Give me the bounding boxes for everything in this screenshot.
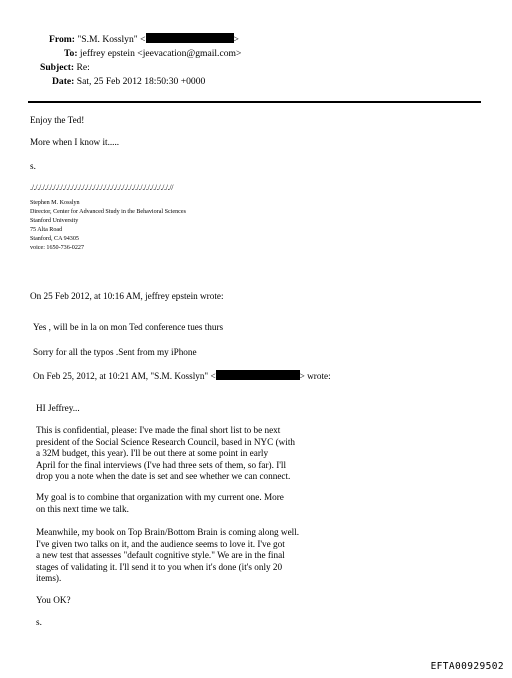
quote1-attribution-2-start: On Feb 25, 2012, at 10:21 AM, "S.M. Kosslyn" < — [33, 371, 216, 381]
to-value: jeffrey epstein <jeevacation@gmail.com> — [79, 48, 242, 59]
para1-line-3: a 32M budget, this year). I'll be out there at some point in early — [36, 448, 269, 458]
para3-line-5: items). — [36, 573, 62, 583]
subject-value: Re: — [76, 62, 90, 73]
date-label: Date: — [52, 76, 75, 87]
quote2-closing: You OK? — [36, 595, 71, 605]
sig-phone: voice: 1650-736-0227 — [30, 245, 84, 251]
quote2-sign: s. — [36, 617, 42, 627]
redaction-block — [146, 33, 234, 43]
redaction-block — [216, 370, 300, 380]
reply-line-3: s. — [30, 161, 36, 171]
quote1-attribution-2 — [33, 370, 331, 383]
para3-line-3: a new test that assesses "default cognitive style." We are in the final — [36, 550, 285, 560]
sig-street: 75 Alta Road — [30, 227, 63, 233]
para2-line-2: on this next time we talk. — [36, 503, 129, 514]
quote2-greeting: HI Jeffrey... — [36, 403, 80, 413]
subject-line — [40, 62, 90, 74]
quote1-attribution: On 25 Feb 2012, at 10:16 AM, jeffrey epstein wrote: — [30, 291, 224, 301]
subject-label: Subject: — [40, 62, 75, 73]
sig-org: Stanford University — [30, 218, 79, 224]
quote1-line-1: Yes , will be in la on mon Ted conference tues thurs — [33, 322, 224, 332]
sig-title: Director, Center for Advanced Study in the Behavioral Sciences — [30, 209, 186, 215]
quote1-line-2: Sorry for all the typos .Sent from my iPhone — [33, 347, 197, 357]
date-value: Sat, 25 Feb 2012 18:50:30 +0000 — [76, 76, 206, 87]
para1-line-1: This is confidential, please: I've made the final short list to be next — [36, 425, 281, 435]
from-close: > — [233, 34, 239, 45]
para3-line-2: I've given two talks on it, and the audience seems to love it. I've got — [36, 538, 285, 549]
para1-line-5: drop you a note when the date is set and see whether we can connect. — [36, 471, 291, 481]
sig-city: Stanford, CA 94305 — [30, 236, 79, 242]
from-line — [49, 33, 239, 46]
signature-separator: ././././././././././././././././././././././././././././././././././././././.// — [30, 183, 174, 192]
to-label: To: — [64, 48, 78, 59]
to-line — [64, 48, 241, 60]
quote1-attribution-2-end: > wrote: — [299, 371, 331, 381]
from-name: "S.M. Kosslyn" < — [77, 34, 146, 45]
para2-line-1: My goal is to combine that organization with my current one. More — [36, 492, 284, 502]
para1-line-2: president of the Social Science Research Council, based in NYC (with — [36, 436, 295, 447]
para3-line-4: stages of validating it. I'll send it to you when it's done (it's only 20 — [36, 561, 283, 572]
para1-line-4: April for the final interviews (I've had three sets of them, so far). I'll — [36, 459, 287, 470]
document-id: EFTA00929502 — [430, 661, 504, 672]
sig-name: Stephen M. Kosslyn — [30, 200, 80, 206]
para3-line-1: Meanwhile, my book on Top Brain/Bottom Brain is coming along well. — [36, 527, 300, 537]
reply-line-2: More when I know it..... — [30, 137, 120, 147]
reply-line-1: Enjoy the Ted! — [30, 115, 85, 125]
header-divider — [28, 101, 481, 103]
from-label: From: — [49, 34, 75, 45]
date-line — [52, 76, 205, 88]
